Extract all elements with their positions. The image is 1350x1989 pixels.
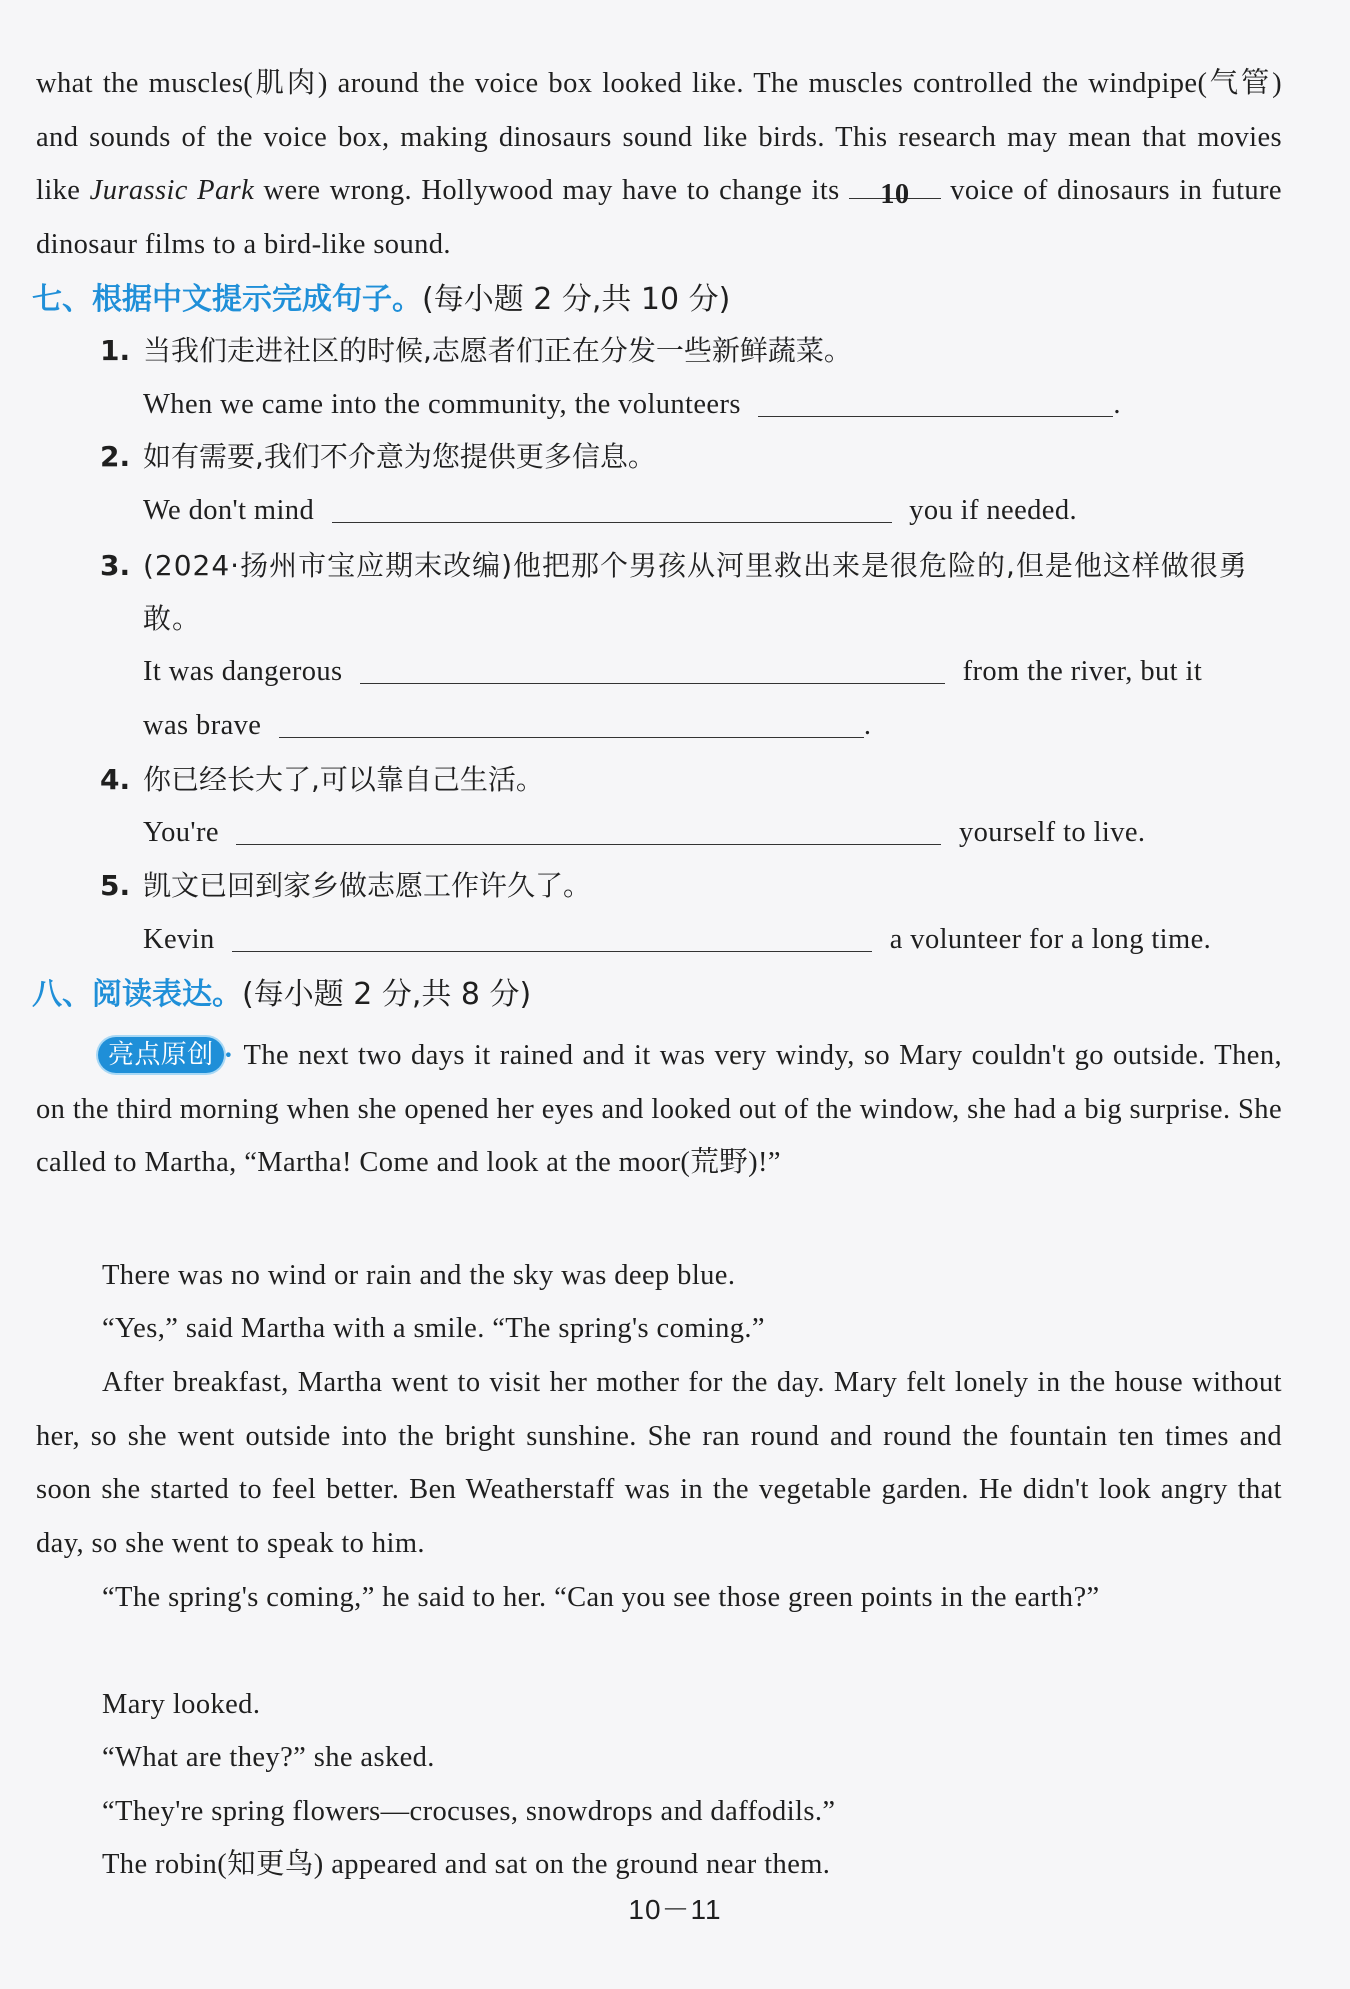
question-english: It was dangerous from the river, but it	[143, 652, 1202, 692]
answer-blank-q5[interactable]	[232, 921, 872, 952]
question-english: We don't mind you if needed.	[143, 491, 1077, 531]
movie-title: Jurassic Park	[89, 175, 255, 206]
badge-dot-icon: ·	[223, 1040, 234, 1071]
question-english-cont: was brave .	[143, 706, 871, 746]
reading-paragraph: “What are they?” she asked.	[102, 1742, 435, 1773]
section-7-score: (每小题 2 分,共 10 分)	[422, 282, 731, 317]
question-number: 3.	[100, 549, 131, 582]
section-8-score: (每小题 2 分,共 8 分)	[242, 977, 532, 1012]
reading-paragraph: “The spring's coming,” he said to her. “Can you see those green points in the earth?”	[102, 1582, 1100, 1613]
section-7-title: 七、根据中文提示完成句子。	[32, 282, 422, 317]
reading-paragraph: After breakfast, Martha went to visit her mother for the day. Mary felt lonely in the house without her, so she went outside into the bright sunshine. She ran round and round the fountain ten times and soon she started to feel better. Ben Weatherstaff was in the vegetable garden. He didn't look angry that day, so she went to speak to him.	[36, 1367, 1282, 1559]
question-english: When we came into the community, the volunteers .	[143, 385, 1121, 425]
question-number: 5.	[100, 869, 131, 902]
section-8-heading	[32, 975, 531, 1015]
section-7-heading	[32, 280, 730, 320]
question-chinese: 你已经长大了,可以靠自己生活。	[143, 763, 544, 796]
reading-paragraph: “Yes,” said Martha with a smile. “The spring's coming.”	[102, 1313, 765, 1344]
original-badge: 亮点原创	[98, 1037, 224, 1073]
answer-blank-q2[interactable]	[332, 492, 892, 523]
reading-paragraph: There was no wind or rain and the sky was deep blue.	[102, 1260, 736, 1291]
question-english: Kevin a volunteer for a long time.	[143, 920, 1211, 960]
answer-blank-10[interactable]: 10	[849, 168, 941, 199]
reading-paragraph: The robin(知更鸟) appeared and sat on the ground near them.	[102, 1849, 831, 1880]
question-chinese: 凯文已回到家乡做志愿工作许久了。	[143, 869, 592, 902]
question-number: 1.	[100, 334, 131, 367]
page-number: 10－11	[628, 1894, 722, 1925]
question-english: You're yourself to live.	[143, 813, 1145, 853]
question-chinese: 当我们走进社区的时候,志愿者们正在分发一些新鲜蔬菜。	[143, 334, 852, 367]
question-number: 4.	[100, 763, 131, 796]
reading-paragraph-1: 亮点原创 · The next two days it rained and it was very windy, so Mary couldn't go outside. Then, on the third morning when she opened her eyes and looked out of the window, she had a big surprise. She called to Martha, “Martha! Come and look at the moor(荒野)!”	[36, 1029, 1282, 1190]
answer-blank-q3b[interactable]	[279, 707, 864, 738]
reading-paragraph: “They're spring flowers—crocuses, snowdrops and daffodils.”	[102, 1796, 836, 1827]
top-passage: what the muscles(肌肉) around the voice box looked like. The muscles controlled the windpipe(气管) and sounds of the voice box, making dinosaurs sound like birds. This research may mean that movies like Jurassic Park were wrong. Hollywood may have to change its 10 voice of dinosaurs in future dinosaur films to a bird-like sound.	[36, 68, 1282, 260]
question-chinese: 如有需要,我们不介意为您提供更多信息。	[143, 440, 656, 473]
answer-blank-q1[interactable]	[758, 386, 1113, 417]
answer-blank-q3a[interactable]	[360, 653, 945, 684]
reading-paragraph: Mary looked.	[102, 1689, 261, 1720]
answer-blank-q4[interactable]	[236, 814, 941, 845]
question-chinese: (2024·扬州市宝应期末改编)他把那个男孩从河里救出来是很危险的,但是他这样做很勇敢。	[143, 549, 1248, 635]
question-number: 2.	[100, 440, 131, 473]
section-8-title: 八、阅读表达。	[32, 977, 242, 1012]
